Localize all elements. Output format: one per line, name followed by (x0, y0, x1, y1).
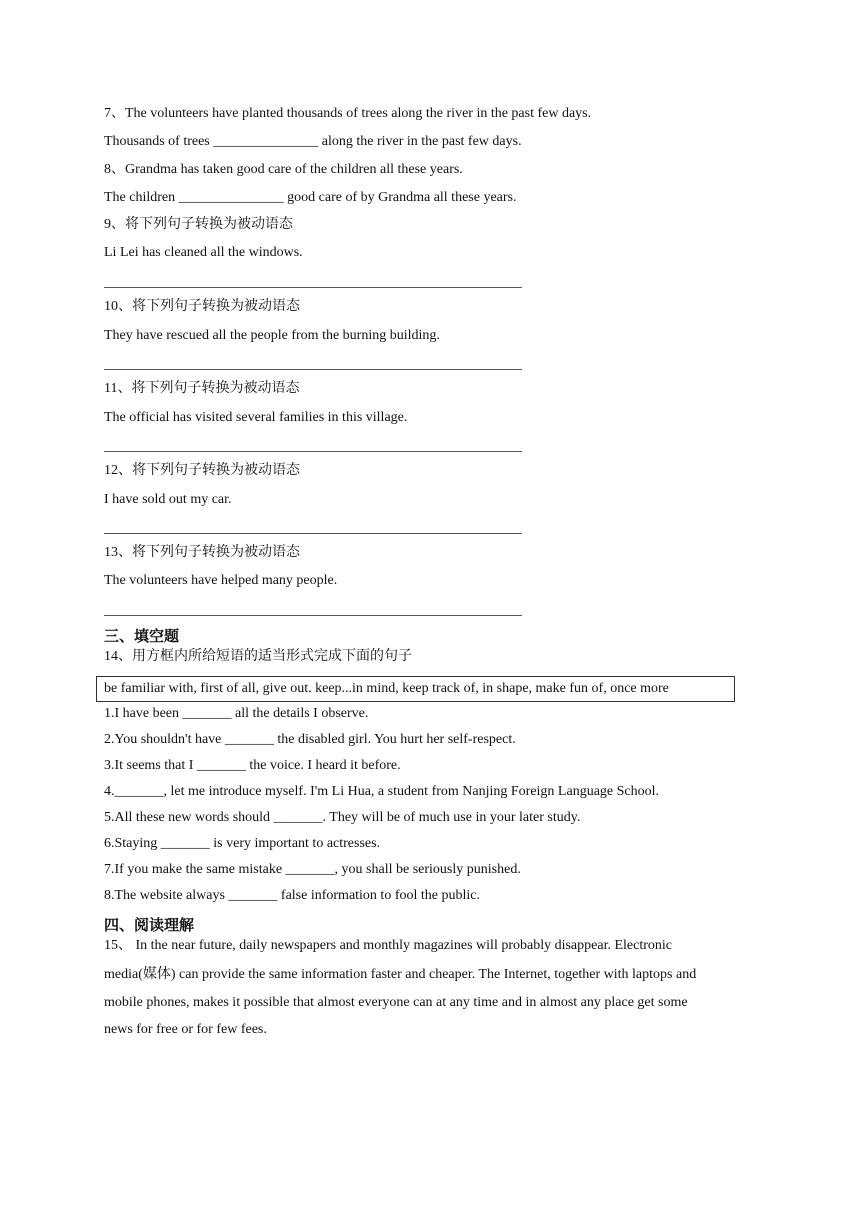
q7-prompt: 7、The volunteers have planted thousands of trees along the river in the past few days. (104, 106, 592, 121)
q11-sentence: The official has visited several families in this village. (104, 410, 408, 425)
q14-item-3: 3.It seems that I _______ the voice. I heard it before. (104, 758, 401, 773)
phrase-box (96, 676, 735, 702)
q8-prompt: 8、Grandma has taken good care of the children all these years. (104, 162, 463, 177)
q14-item-4: 4._______, let me introduce myself. I'm Li Hua, a student from Nanjing Foreign Language School. (104, 784, 660, 799)
q15-line-3: mobile phones, makes it possible that almost everyone can at any time and in almost any place get some (104, 995, 688, 1010)
q11-label: 11、将下列句子转换为被动语态 (104, 381, 300, 396)
q14-item-5: 5.All these new words should _______. They will be of much use in your later study. (104, 810, 581, 825)
q14-item-7: 7.If you make the same mistake _______, you shall be seriously punished. (104, 862, 521, 877)
q15-line-2: media(媒体) can provide the same information faster and cheaper. The Internet, together with laptops and (104, 967, 697, 982)
q12-sentence: I have sold out my car. (104, 492, 232, 507)
q13-answer-rule (104, 615, 522, 616)
q11-answer-rule (104, 451, 522, 452)
q9-sentence: Li Lei has cleaned all the windows. (104, 245, 303, 260)
q15-line-1: 15、 In the near future, daily newspapers and monthly magazines will probably disappear. Electronic (104, 938, 672, 953)
q9-answer-rule (104, 287, 522, 288)
phrase-box-text: be familiar with, first of all, give out. keep...in mind, keep track of, in shape, make fun of, once more (104, 681, 669, 696)
q12-label: 12、将下列句子转换为被动语态 (104, 463, 300, 478)
section4-title: 四、阅读理解 (104, 916, 195, 934)
section3-title: 三、填空题 (104, 627, 180, 645)
q14-item-1: 1.I have been _______ all the details I observe. (104, 706, 369, 721)
q10-answer-rule (104, 369, 522, 370)
q14-item-2: 2.You shouldn't have _______ the disabled girl. You hurt her self-respect. (104, 732, 516, 747)
q14-item-8: 8.The website always _______ false information to fool the public. (104, 888, 480, 903)
q8-answer-line: The children _______________ good care of by Grandma all these years. (104, 190, 517, 205)
q14-item-6: 6.Staying _______ is very important to actresses. (104, 836, 381, 851)
q13-label: 13、将下列句子转换为被动语态 (104, 545, 300, 560)
q10-label: 10、将下列句子转换为被动语态 (104, 299, 300, 314)
q10-sentence: They have rescued all the people from the burning building. (104, 328, 440, 343)
q14-instruction: 14、用方框内所给短语的适当形式完成下面的句子 (104, 649, 412, 664)
q7-answer-line: Thousands of trees _______________ along the river in the past few days. (104, 134, 522, 149)
q15-line-4: news for free or for few fees. (104, 1022, 267, 1037)
q13-sentence: The volunteers have helped many people. (104, 573, 338, 588)
q9-label: 9、将下列句子转换为被动语态 (104, 217, 293, 232)
q12-answer-rule (104, 533, 522, 534)
